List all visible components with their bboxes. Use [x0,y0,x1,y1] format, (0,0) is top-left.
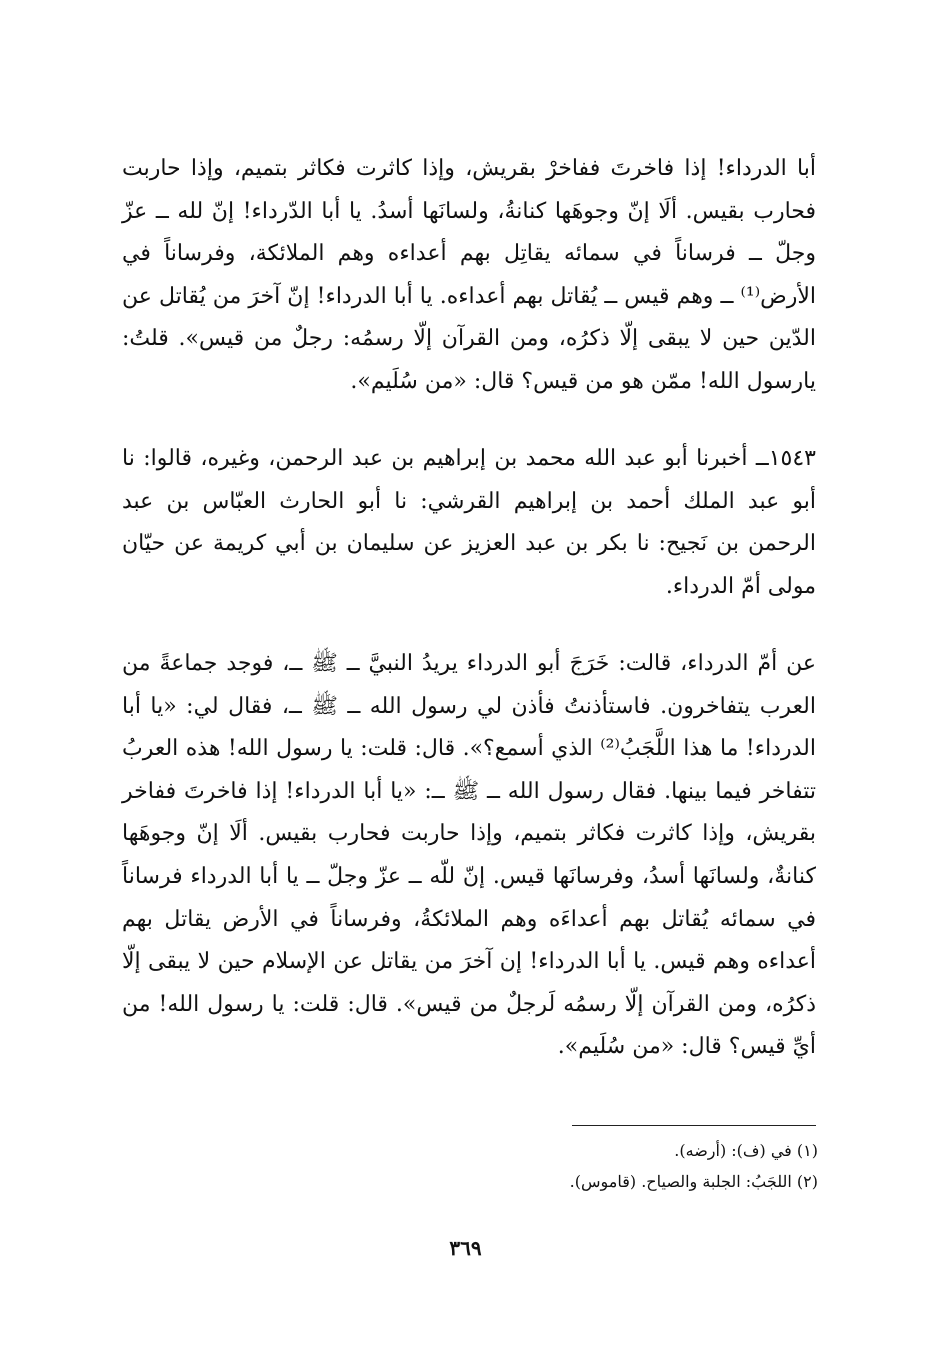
paragraph-hadith-1543-matn [122,643,816,1069]
paragraph-text: ١٥٤٣ــ أخبرنا أبو عبد الله محمد بن إبراهيم بن عبد الرحمن، وغيره، قالوا: نا أبو عبد الملك أحمد بن إبراهيم القرشي: نا أبو الحارث العبّاس بن عبد الرحمن بن نَجيح: نا بكر بن عبد العزيز عن سليمان بن أبي كريمة عن حيّان مولى أمّ الدرداء. [122,446,816,599]
paragraph-text: أبا الدرداء! إذا فاخرتَ ففاخرْ بقريش، وإذا كاثرت فكاثر بتميم، وإذا حاربت فحارب بقيس. ألَا إنّ وجوهَها كنانةُ، ولسانَها أسدُ. يا أبا الدّرداء! إنّ لله ــ عزّ وجلّ ــ فرساناً في سمائه يقاتِل بهم أعداءه وهم الملائكة، وفرساناً في الأرض⁽¹⁾ ــ وهم قيس ــ يُقاتل بهم أعداءه. يا أبا الدرداء! إنّ آخرَ من يُقاتل عن الدّين حين لا يبقى إلّا ذكرُه، ومن القرآن إلّا رسمُه: رجلٌ من قيس». قلتُ: يارسول الله! ممّن هو من قيس؟ قال: «من سُلَيم». [122,156,816,394]
paragraph-text: عن أمّ الدرداء، قالت: خَرَجَ أبو الدرداء يريدُ النبيَّ ــ ﷺ ــ، فوجد جماعةً من العرب يتفاخرون. فاستأذنتُ فأذن لي رسول الله ــ ﷺ ــ، فقال لي: «يا أبا الدرداء! ما هذا اللَّجَبُ⁽²⁾ الذي أسمع؟». قال: قلت: يا رسول الله! هذه العربُ تتفاخر فيما بينها. فقال رسول الله ــ ﷺ ــ: «يا أبا الدرداء! إذا فاخرتَ ففاخر بقريش، وإذا كاثرت فكاثر بتميم، وإذا حاربت فحارب بقيس. ألَا إنّ وجوهَها كنانةٌ، ولسانَها أسدُ، وفرسانَها قيس. إنّ للّه ــ عزّ وجلّ ــ يا أبا الدرداء فرساناً في سمائه يُقاتل بهم أعداءَه وهم الملائكةُ، وفرساناً في الأرض يقاتل بهم أعداءه وهم قيس. يا أبا الدرداء! إن آخرَ من يقاتل عن الإسلام حين لا يبقى إلّا ذكرُه، ومن القرآن إلّا رسمُه لَرجلٌ من قيس». قال: قلت: يا رسول الله! من أيِّ قيس؟ قال: «من سُلَيم». [122,651,816,1060]
paragraph-continuation [122,148,816,404]
page-number: ٣٦٩ [449,1236,482,1260]
footnotes [400,1135,818,1197]
footnote-1: (١) في (ف): (أرضه). [674,1141,818,1160]
paragraph-hadith-1543-isnad [122,438,816,608]
footnote-divider [572,1125,816,1126]
footnote-2: (٢) اللجَبُ: الجلبة والصياح. (قاموس). [569,1172,818,1191]
